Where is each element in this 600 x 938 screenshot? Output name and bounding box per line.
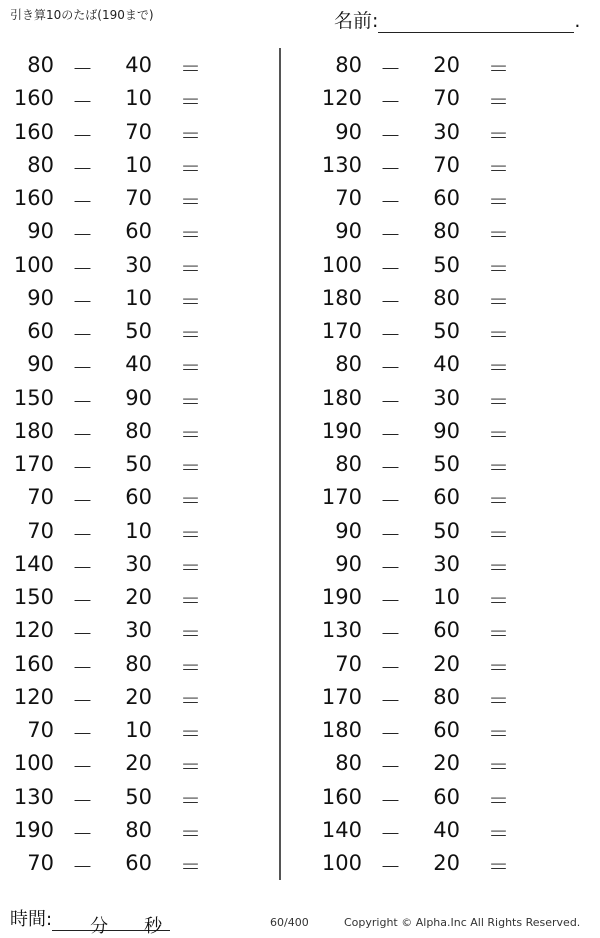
equals-sign: ＝: [488, 589, 509, 613]
minus-sign: －: [72, 57, 93, 81]
subtrahend: 70: [433, 152, 460, 177]
equals-sign: ＝: [488, 722, 509, 746]
equals-sign: ＝: [180, 456, 201, 480]
equals-sign: ＝: [180, 855, 201, 879]
minus-sign: －: [380, 256, 401, 281]
subtrahend: 80: [433, 285, 460, 310]
minus-sign: －: [72, 90, 93, 115]
minuend: 150: [13, 585, 54, 609]
equals-sign: ＝: [180, 589, 201, 613]
equals-sign: ＝: [488, 855, 509, 879]
minus-sign: －: [380, 289, 401, 314]
equals-sign: ＝: [180, 389, 201, 414]
minuend: 100: [321, 851, 362, 875]
subtrahend: 40: [125, 352, 152, 377]
equals-sign: ＝: [488, 555, 509, 580]
name-field[interactable]: [334, 6, 580, 33]
equals-sign: ＝: [180, 555, 201, 580]
subtrahend: 30: [125, 551, 152, 576]
subtrahend: 80: [433, 684, 460, 709]
worksheet-title: 引き算10のたば(190まで): [10, 8, 154, 22]
equals-sign: ＝: [180, 788, 201, 813]
minus-sign: －: [380, 456, 401, 480]
minus-sign: －: [72, 223, 93, 248]
minus-sign: －: [380, 821, 401, 846]
minus-sign: －: [72, 156, 93, 181]
time-line[interactable]: [52, 912, 170, 937]
minus-sign: －: [380, 788, 401, 813]
subtrahend: 40: [433, 352, 460, 377]
subtrahend: 60: [125, 219, 152, 244]
minus-sign: －: [380, 223, 401, 248]
minus-sign: －: [72, 855, 93, 879]
minuend: 70: [27, 518, 54, 543]
equals-sign: ＝: [488, 289, 509, 314]
minuend: 160: [13, 119, 54, 144]
equals-sign: ＝: [180, 256, 201, 281]
minuend: 190: [13, 817, 54, 842]
subtrahend: 30: [125, 252, 152, 277]
equals-sign: ＝: [180, 422, 201, 447]
minus-sign: －: [72, 356, 93, 381]
minus-sign: －: [72, 289, 93, 314]
subtrahend: 50: [125, 452, 152, 476]
subtrahend: 20: [433, 53, 460, 77]
subtrahend: 80: [433, 219, 460, 244]
subtrahend: 20: [125, 751, 152, 776]
minuend: 90: [27, 352, 54, 377]
minus-sign: －: [380, 356, 401, 381]
minuend: 170: [321, 684, 362, 709]
equals-sign: ＝: [488, 688, 509, 713]
minus-sign: －: [380, 589, 401, 613]
equals-sign: ＝: [488, 57, 509, 81]
equals-sign: ＝: [180, 522, 201, 547]
minus-sign: －: [72, 389, 93, 414]
equals-sign: ＝: [488, 190, 509, 214]
minuend: 150: [13, 385, 54, 410]
minuend: 160: [13, 651, 54, 676]
subtrahend: 80: [125, 817, 152, 842]
equals-sign: ＝: [180, 356, 201, 381]
equals-sign: ＝: [488, 389, 509, 414]
minuend: 180: [321, 718, 362, 742]
subtrahend: 30: [433, 385, 460, 410]
minus-sign: －: [380, 655, 401, 680]
minuend: 80: [335, 452, 362, 476]
subtrahend: 60: [433, 485, 460, 510]
minuend: 80: [335, 53, 362, 77]
minuend: 70: [335, 186, 362, 210]
subtrahend: 50: [433, 452, 460, 476]
equals-sign: ＝: [488, 323, 509, 347]
minus-sign: －: [380, 156, 401, 181]
subtrahend: 80: [125, 418, 152, 443]
subtrahend: 10: [125, 86, 152, 111]
minuend: 100: [13, 252, 54, 277]
minuend: 80: [335, 751, 362, 776]
minuend: 100: [321, 252, 362, 277]
minus-sign: －: [380, 57, 401, 81]
equals-sign: ＝: [488, 90, 509, 115]
minus-sign: －: [72, 722, 93, 746]
minuend: 120: [13, 618, 54, 643]
minuend: 70: [27, 718, 54, 742]
page-number: 60/400: [270, 916, 309, 929]
subtrahend: 10: [433, 585, 460, 609]
name-line[interactable]: [378, 12, 574, 33]
equals-sign: ＝: [488, 123, 509, 148]
subtrahend: 50: [433, 319, 460, 343]
minuend: 180: [321, 385, 362, 410]
equals-sign: ＝: [180, 90, 201, 115]
minuend: 140: [321, 817, 362, 842]
minutes-label: 分: [90, 916, 109, 937]
equals-sign: ＝: [488, 356, 509, 381]
equals-sign: ＝: [488, 655, 509, 680]
equals-sign: ＝: [180, 688, 201, 713]
minus-sign: －: [380, 755, 401, 780]
subtrahend: 20: [433, 651, 460, 676]
subtrahend: 70: [125, 119, 152, 144]
minus-sign: －: [380, 422, 401, 447]
subtrahend: 50: [125, 784, 152, 809]
subtrahend: 60: [433, 186, 460, 210]
minus-sign: －: [380, 389, 401, 414]
minuend: 90: [335, 518, 362, 543]
copyright-text: Copyright © Alpha.Inc All Rights Reserved.: [344, 916, 581, 929]
time-field[interactable]: [10, 905, 170, 937]
minuend: 70: [335, 651, 362, 676]
equals-sign: ＝: [180, 190, 201, 214]
minuend: 80: [27, 152, 54, 177]
minuend: 70: [27, 851, 54, 875]
subtrahend: 20: [433, 751, 460, 776]
equals-sign: ＝: [488, 422, 509, 447]
subtrahend: 50: [125, 319, 152, 343]
name-end: .: [574, 10, 581, 32]
subtrahend: 70: [433, 86, 460, 111]
equals-sign: ＝: [180, 123, 201, 148]
subtrahend: 60: [125, 851, 152, 875]
minus-sign: －: [72, 821, 93, 846]
minus-sign: －: [72, 123, 93, 148]
minuend: 170: [13, 452, 54, 476]
minuend: 160: [13, 186, 54, 210]
subtrahend: 10: [125, 152, 152, 177]
equals-sign: ＝: [488, 821, 509, 846]
equals-sign: ＝: [180, 289, 201, 314]
equals-sign: ＝: [180, 156, 201, 181]
minus-sign: －: [72, 688, 93, 713]
minuend: 170: [321, 485, 362, 510]
minus-sign: －: [380, 489, 401, 514]
minus-sign: －: [380, 123, 401, 148]
subtrahend: 60: [433, 784, 460, 809]
equals-sign: ＝: [488, 788, 509, 813]
equals-sign: ＝: [180, 622, 201, 647]
minus-sign: －: [72, 655, 93, 680]
minuend: 90: [335, 119, 362, 144]
minus-sign: －: [380, 622, 401, 647]
minuend: 160: [321, 784, 362, 809]
minuend: 160: [13, 86, 54, 111]
subtrahend: 70: [125, 186, 152, 210]
minus-sign: －: [380, 323, 401, 347]
minuend: 130: [13, 784, 54, 809]
column-divider: [279, 48, 281, 880]
minuend: 120: [321, 86, 362, 111]
subtrahend: 30: [433, 119, 460, 144]
minuend: 90: [335, 551, 362, 576]
subtrahend: 40: [433, 817, 460, 842]
subtrahend: 20: [125, 684, 152, 709]
subtrahend: 20: [433, 851, 460, 875]
minus-sign: －: [72, 456, 93, 480]
equals-sign: ＝: [180, 722, 201, 746]
minuend: 70: [27, 485, 54, 510]
subtrahend: 10: [125, 285, 152, 310]
minuend: 140: [13, 551, 54, 576]
equals-sign: ＝: [488, 456, 509, 480]
subtrahend: 30: [125, 618, 152, 643]
minus-sign: －: [380, 688, 401, 713]
name-label: 名前:: [334, 10, 379, 32]
subtrahend: 60: [433, 618, 460, 643]
subtrahend: 90: [125, 385, 152, 410]
subtrahend: 60: [125, 485, 152, 510]
equals-sign: ＝: [180, 489, 201, 514]
minus-sign: －: [72, 788, 93, 813]
minus-sign: －: [72, 755, 93, 780]
minus-sign: －: [72, 622, 93, 647]
minus-sign: －: [72, 589, 93, 613]
minus-sign: －: [380, 855, 401, 879]
equals-sign: ＝: [180, 655, 201, 680]
minuend: 130: [321, 618, 362, 643]
time-label: 時間:: [10, 909, 53, 930]
equals-sign: ＝: [488, 622, 509, 647]
subtrahend: 20: [125, 585, 152, 609]
minus-sign: －: [72, 190, 93, 214]
minuend: 130: [321, 152, 362, 177]
equals-sign: ＝: [180, 821, 201, 846]
minus-sign: －: [380, 90, 401, 115]
minus-sign: －: [72, 555, 93, 580]
minuend: 180: [321, 285, 362, 310]
minus-sign: －: [72, 522, 93, 547]
minus-sign: －: [72, 323, 93, 347]
minus-sign: －: [380, 190, 401, 214]
subtrahend: 40: [125, 53, 152, 77]
minuend: 180: [13, 418, 54, 443]
equals-sign: ＝: [488, 522, 509, 547]
equals-sign: ＝: [488, 223, 509, 248]
minus-sign: －: [380, 555, 401, 580]
equals-sign: ＝: [488, 256, 509, 281]
minuend: 170: [321, 319, 362, 343]
equals-sign: ＝: [180, 57, 201, 81]
minus-sign: －: [72, 489, 93, 514]
minuend: 190: [321, 585, 362, 609]
subtrahend: 50: [433, 252, 460, 277]
equals-sign: ＝: [488, 156, 509, 181]
minuend: 80: [27, 53, 54, 77]
minus-sign: －: [380, 722, 401, 746]
seconds-label: 秒: [144, 916, 163, 937]
subtrahend: 10: [125, 518, 152, 543]
subtrahend: 30: [433, 551, 460, 576]
minuend: 90: [27, 219, 54, 244]
equals-sign: ＝: [180, 223, 201, 248]
equals-sign: ＝: [488, 755, 509, 780]
minuend: 80: [335, 352, 362, 377]
minus-sign: －: [72, 422, 93, 447]
minuend: 120: [13, 684, 54, 709]
subtrahend: 90: [433, 418, 460, 443]
subtrahend: 80: [125, 651, 152, 676]
minus-sign: －: [72, 256, 93, 281]
subtrahend: 60: [433, 718, 460, 742]
subtrahend: 10: [125, 718, 152, 742]
subtrahend: 50: [433, 518, 460, 543]
minuend: 90: [335, 219, 362, 244]
equals-sign: ＝: [488, 489, 509, 514]
equals-sign: ＝: [180, 323, 201, 347]
equals-sign: ＝: [180, 755, 201, 780]
minus-sign: －: [380, 522, 401, 547]
minuend: 100: [13, 751, 54, 776]
minuend: 60: [27, 319, 54, 343]
minuend: 90: [27, 285, 54, 310]
minuend: 190: [321, 418, 362, 443]
